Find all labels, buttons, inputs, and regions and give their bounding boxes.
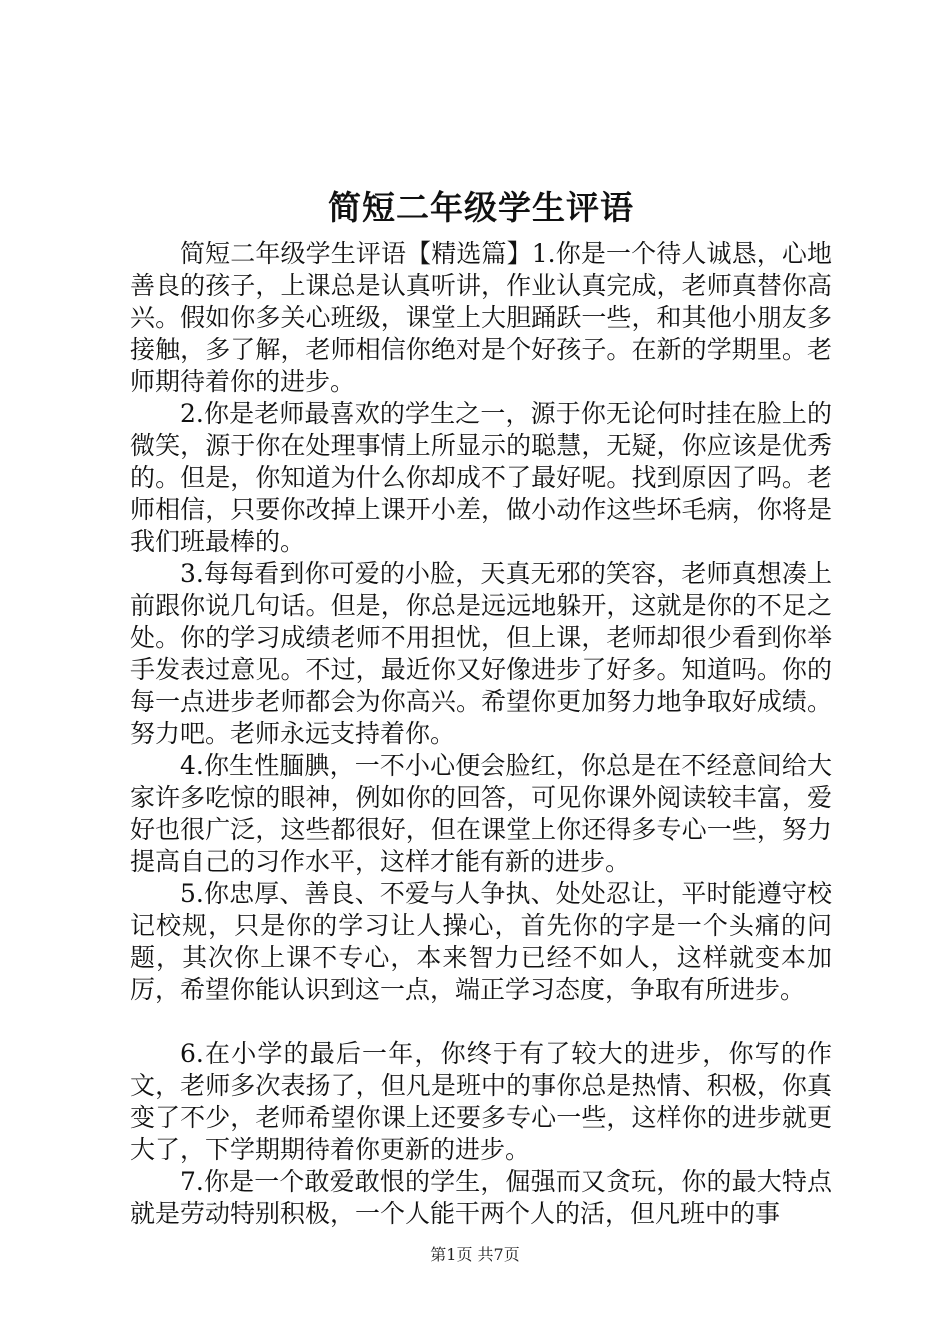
paragraph-6: 6.在小学的最后一年，你终于有了较大的进步，你写的作文，老师多次表扬了，但凡是班中的事你总是热情、积极，你真变了不少，老师希望你课上还要多专心一些，这样你的进步就更大了，下学期期待着你更新的进步。 — [130, 1039, 832, 1164]
paragraph-3: 3.每每看到你可爱的小脸，天真无邪的笑容，老师真想凑上前跟你说几句话。但是，你总是远远地躲开，这就是你的不足之处。你的学习成绩老师不用担忧，但上课，老师却很少看到你举手发表过意见。不过，最近你又好像进步了好多。知道吗。你的每一点进步老师都会为你高兴。希望你更加努力地争取好成绩。努力吧。老师永远支持着你。 — [130, 559, 832, 748]
paragraph-5: 5.你忠厚、善良、不爱与人争执、处处忍让，平时能遵守校记校规，只是你的学习让人操心，首先你的字是一个头痛的问题，其次你上课不专心，本来智力已经不如人，这样就变本加厉，希望你能认识到这一点，端正学习态度，争取有所进步。 — [130, 879, 832, 1004]
paragraph-4: 4.你生性腼腆，一不小心便会脸红，你总是在不经意间给大家许多吃惊的眼神，例如你的回答，可见你课外阅读较丰富，爱好也很广泛，这些都很好，但在课堂上你还得多专心一些，努力提高自己的习作水平，这样才能有新的进步。 — [130, 751, 832, 876]
paragraph-1: 简短二年级学生评语【精选篇】1.你是一个待人诚恳，心地善良的孩子，上课总是认真听讲，作业认真完成，老师真替你高兴。假如你多关心班级，课堂上大胆踊跃一些，和其他小朋友多接触，多了解，老师相信你绝对是个好孩子。在新的学期里。老师期待着你的进步。 — [130, 239, 832, 396]
paragraph-7: 7.你是一个敢爱敢恨的学生，倔强而又贪玩，你的最大特点就是劳动特别积极，一个人能干两个人的活，但凡班中的事 — [130, 1167, 832, 1228]
document-body — [130, 180, 832, 1230]
page-number-footer: 第1页 共7页 — [430, 1245, 520, 1264]
paragraph-2: 2.你是老师最喜欢的学生之一，源于你无论何时挂在脸上的微笑，源于你在处理事情上所显示的聪慧，无疑，你应该是优秀的。但是，你知道为什么你却成不了最好呢。找到原因了吗。老师相信，只要你改掉上课开小差，做小动作这些坏毛病，你将是我们班最棒的。 — [130, 399, 832, 556]
document-title: 简短二年级学生评语 — [328, 188, 634, 227]
